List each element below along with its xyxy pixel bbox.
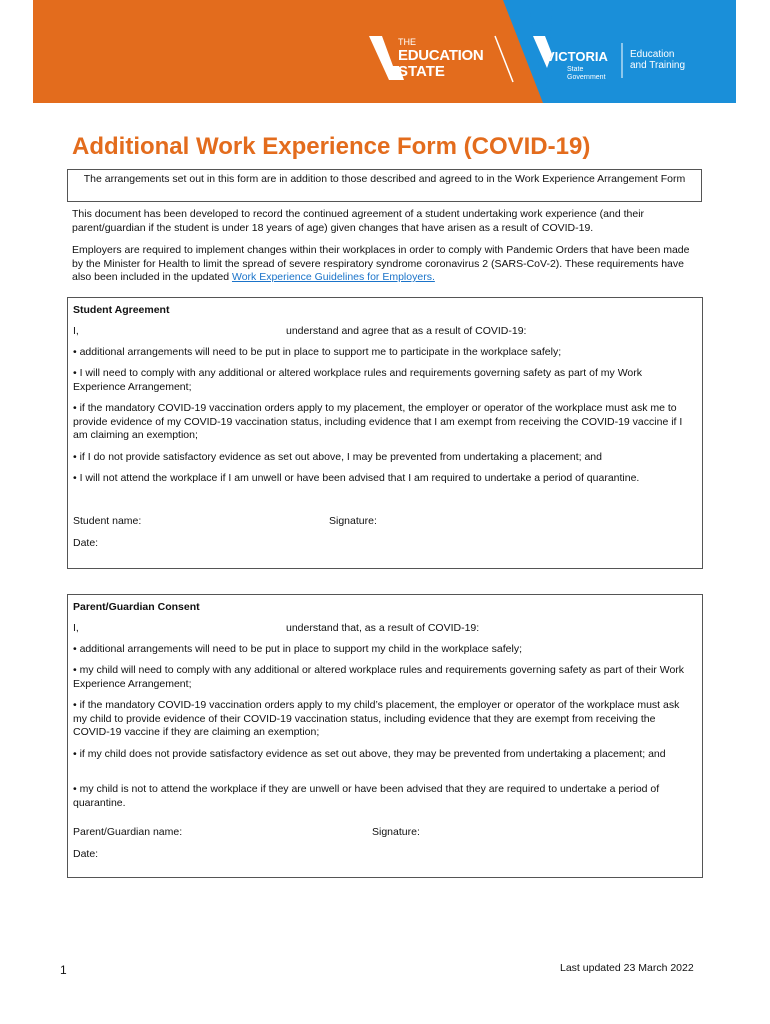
student-name-label: Student name: [73, 515, 142, 527]
student-agree-text: understand and agree that as a result of COVID-19: [286, 325, 527, 337]
student-agreement-section [67, 297, 703, 569]
student-signature-label: Signature: [329, 515, 377, 527]
page-number: 1 [60, 963, 67, 977]
vic-logo-sub-1: State [567, 66, 584, 73]
intro-paragraph-2 [72, 244, 697, 285]
student-i-label: I, [73, 325, 79, 337]
edu-logo-education: EDUCATION [398, 47, 484, 64]
student-agreement-heading: Student Agreement [73, 304, 170, 316]
student-bullet-1: • additional arrangements will need to be put in place to support me to participate in the workplace safely; [73, 346, 562, 358]
edu-logo-the: THE [398, 37, 416, 47]
parent-name-label: Parent/Guardian name: [73, 826, 183, 838]
page-title: Additional Work Experience Form (COVID-19) [72, 133, 591, 160]
parent-bullet-2: • my child will need to comply with any additional or altered workplace rules and requirements governing safety as part of their Work Experience Arrangement; [73, 664, 685, 690]
parent-bullet-4: • if my child does not provide satisfactory evidence as set out above, they may be prevented from undertaking a placement; and [73, 748, 666, 760]
header-banner [33, 0, 736, 103]
vic-logo-name: VICTORIA [546, 49, 608, 64]
parent-signature-label: Signature: [372, 826, 420, 838]
dept-name-1: Education [630, 49, 675, 60]
parent-agree-text: understand that, as a result of COVID-19: [286, 622, 480, 634]
student-bullet-5: • I will not attend the workplace if I am unwell or have been advised that I am required to undertake a period of quarantine. [73, 472, 640, 484]
parent-i-label: I, [73, 622, 79, 634]
student-bullet-3: • if the mandatory COVID-19 vaccination orders apply to my placement, the employer or operator of the workplace must ask me to provide evidence of my COVID-19 vaccination status, including evidence that I am exempt from receiving the COVID-19 vaccine if I am claiming an exemption; [73, 402, 683, 441]
parent-bullet-3: • if the mandatory COVID-19 vaccination orders apply to my child’s placement, the employer or operator of the workplace must ask my child to provide evidence of their COVID-19 vaccination status, including evidence that they are exempt from receiving the COVID-19 vaccine if they are claiming an exemption; [73, 699, 680, 738]
intro-paragraph-2-text: Employers are required to implement changes within their workplaces in order to comply with Pandemic Orders that have been made by the Minister for Health to limit the spread of severe respiratory syndrome coronavirus 2 (SARS-CoV-2). These requirements have also been included in the updated [72, 244, 690, 283]
guidelines-link[interactable]: Work Experience Guidelines for Employers. [231, 271, 435, 283]
student-bullet-2: • I will need to comply with any additional or altered workplace rules and requirements governing safety as part of my Work Experience Arrangement; [73, 367, 643, 393]
student-date-label: Date: [73, 537, 99, 549]
intro-notice-box [67, 169, 702, 202]
intro-paragraph-1: This document has been developed to record the continued agreement of a student undertaking work experience (and their parent/guardian if the student is under 18 years of age) given changes that have arisen as a result of COVID-19. [72, 208, 645, 234]
intro-notice-text: The arrangements set out in this form are in addition to those described and agreed to in the Work Experience Arrangement Form [83, 173, 686, 185]
parent-consent-section [67, 594, 703, 878]
last-updated: Last updated 23 March 2022 [560, 962, 694, 974]
parent-bullet-5: • my child is not to attend the workplace if they are unwell or have been advised that they are required to undertake a period of quarantine. [73, 783, 660, 809]
parent-bullet-1: • additional arrangements will need to be put in place to support my child in the workplace safely; [73, 643, 523, 655]
student-bullet-4: • if I do not provide satisfactory evidence as set out above, I may be prevented from undertaking a placement; and [73, 451, 602, 463]
parent-date-label: Date: [73, 848, 99, 860]
vic-logo-sub-2: Government [567, 74, 606, 81]
edu-logo-state: STATE [398, 63, 445, 80]
dept-name-2: and Training [630, 60, 686, 71]
parent-consent-heading: Parent/Guardian Consent [73, 601, 200, 613]
